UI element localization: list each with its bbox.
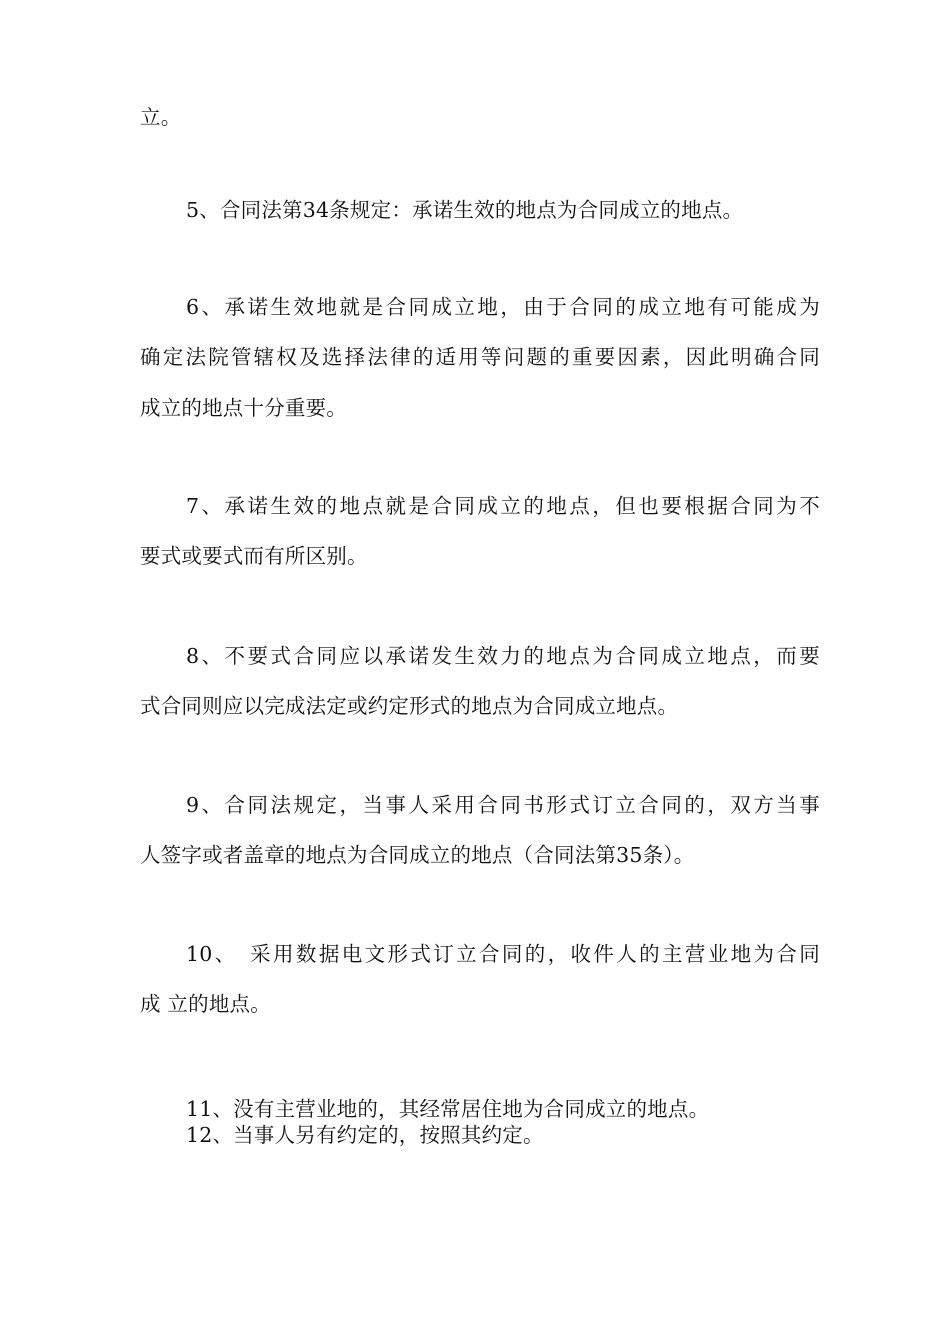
paragraph-10-line-2: 成 立的地点。 bbox=[140, 992, 271, 1016]
paragraph-6-line-1: 6、承诺生效地就是合同成立地，由于合同的成立地有可能成为 bbox=[186, 295, 820, 319]
paragraph-10-line-1: 10、 采用数据电文形式订立合同的，收件人的主营业地为合同 bbox=[186, 942, 820, 966]
paragraph-9-line-1: 9、合同法规定，当事人采用合同书形式订立合同的，双方当事 bbox=[186, 793, 820, 817]
paragraph-8-line-1: 8、不要式合同应以承诺发生效力的地点为合同成立地点，而要 bbox=[186, 644, 820, 668]
paragraph-11-line: 11、没有主营业地的，其经常居住地为合同成立的地点。 bbox=[186, 1097, 710, 1121]
paragraph-8-line-2: 式合同则应以完成法定或约定形式的地点为合同成立地点。 bbox=[140, 694, 679, 718]
text-line: 立。 bbox=[140, 105, 182, 129]
paragraph-12-line: 12、当事人另有约定的，按照其约定。 bbox=[186, 1123, 544, 1147]
paragraph-7-line-2: 要式或要式而有所区别。 bbox=[140, 544, 368, 568]
paragraph-6-line-2: 确定法院管辖权及选择法律的适用等问题的重要因素，因此明确合同 bbox=[140, 345, 820, 369]
paragraph-7-line-1: 7、承诺生效的地点就是合同成立的地点，但也要根据合同为不 bbox=[186, 494, 820, 518]
paragraph-5-line-1: 5、合同法第34条规定：承诺生效的地点为合同成立的地点。 bbox=[186, 198, 744, 222]
paragraph-6-line-3: 成立的地点十分重要。 bbox=[140, 396, 347, 420]
paragraph-9-line-2: 人签字或者盖章的地点为合同成立的地点（合同法第35条）。 bbox=[140, 843, 695, 867]
